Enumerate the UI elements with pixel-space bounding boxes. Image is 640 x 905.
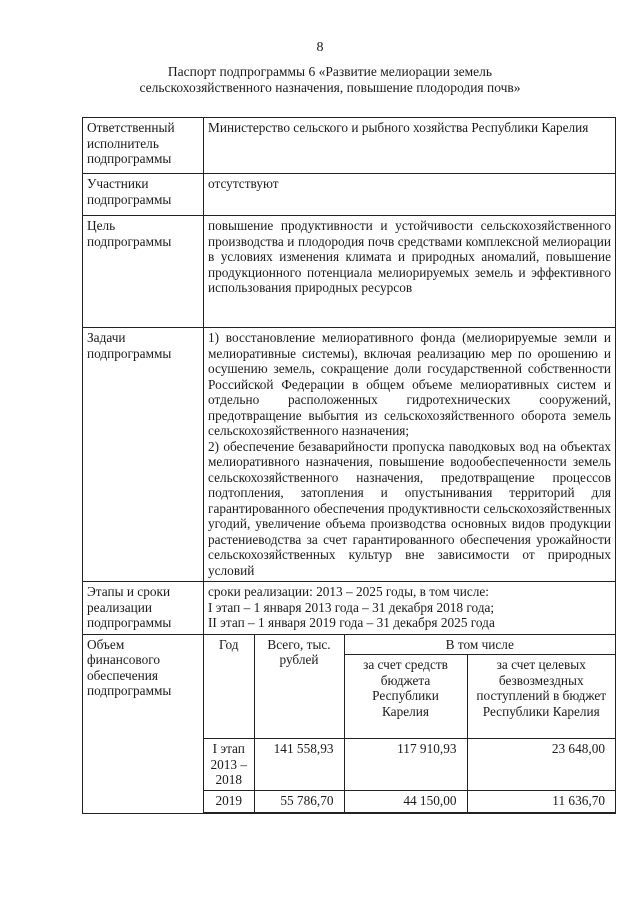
cell-grants: 11 636,70	[467, 791, 615, 813]
cell-total: 141 558,93	[254, 739, 344, 791]
header-grants: за счет целевых безвозмездных поступлений в бюджет Республики Карелия	[467, 655, 615, 739]
row-participants	[83, 174, 616, 216]
title-line-1: Паспорт подпрограммы 6 «Развитие мелиорации земель	[167, 64, 493, 79]
row-label: Цель подпрограммы	[83, 216, 204, 328]
header-budget: за счет средств бюджета Республики Карелия	[344, 655, 467, 739]
cell-budget: 117 910,93	[344, 739, 467, 791]
row-label: Ответственный исполнитель подпрограммы	[83, 118, 204, 174]
page-title	[60, 64, 600, 96]
row-value: повышение продуктивности и устойчивости сельскохозяйственного производства и плодородия почв средствами комплексной мелиорации в условиях изменения климата и природных аномалий, повышение продукционного потенциала мелиорируемых земель и эффективного использования природных ресурсов	[204, 216, 616, 328]
row-stages	[83, 582, 616, 635]
row-value	[204, 328, 616, 582]
passport-table	[82, 117, 616, 814]
row-label: Задачи подпрограммы	[83, 328, 204, 582]
task-1: 1) восстановление мелиоративного фонда (мелиорируемые земли и мелиоративные системы), включая реализацию мер по орошению и осушению земель, сокращение доли государственной собственности Российской Федерации в общем объеме мелиоративных систем и отдельно расположенных гидротехнических сооружений, предотвращение выбытия из сельскохозяйственного оборота земель сельскохозяйственного назначения;	[208, 330, 611, 438]
cell-year: I этап 2013 – 2018	[204, 739, 254, 791]
row-value	[204, 582, 616, 635]
header-total: Всего, тыс. рублей	[254, 635, 344, 739]
page-number: 8	[316, 40, 324, 55]
row-label: Объем финансового обеспечения подпрограммы	[83, 634, 204, 814]
row-label: Этапы и сроки реализации подпрограммы	[83, 582, 204, 635]
cell-budget: 44 150,00	[344, 791, 467, 813]
finance-data-row	[204, 739, 615, 791]
row-value: Министерство сельского и рыбного хозяйства Республики Карелия	[204, 118, 616, 174]
finance-table	[204, 635, 615, 814]
header-including: В том числе	[344, 635, 615, 655]
finance-header-row	[204, 635, 615, 655]
cell-grants: 23 648,00	[467, 739, 615, 791]
row-finance	[83, 634, 616, 814]
row-value: отсутствуют	[204, 174, 616, 216]
stages-line-3: II этап – 1 января 2019 года – 31 декабря 2025 года	[208, 615, 495, 630]
finance-data-row	[204, 791, 615, 813]
row-label: Участники подпрограммы	[83, 174, 204, 216]
stages-line-2: I этап – 1 января 2013 года – 31 декабря 2018 года;	[208, 599, 495, 615]
task-2: 2) обеспечение безаварийности пропуска паводковых вод на объектах мелиоративного назначения, повышение водообеспеченности земель сельскохозяйственного назначения, предотвращение процессов подтопления, затопления и опустынивания территорий для гарантированного обеспечения продуктивности сельскохозяйственных угодий, увеличение объема производства основных видов продукции растениеводства за счет гарантированного обеспечения урожайности сельскохозяйственных культур вне зависимости от природных условий	[208, 438, 611, 578]
row-executor	[83, 118, 616, 174]
finance-cell	[204, 634, 616, 814]
row-tasks	[83, 328, 616, 582]
title-line-2: сельскохозяйственного назначения, повышение плодородия почв»	[139, 80, 521, 95]
row-goal	[83, 216, 616, 328]
cell-total: 55 786,70	[254, 791, 344, 813]
cell-year: 2019	[204, 791, 254, 813]
header-year: Год	[204, 635, 254, 739]
stages-line-1: сроки реализации: 2013 – 2025 годы, в том числе:	[208, 584, 489, 599]
